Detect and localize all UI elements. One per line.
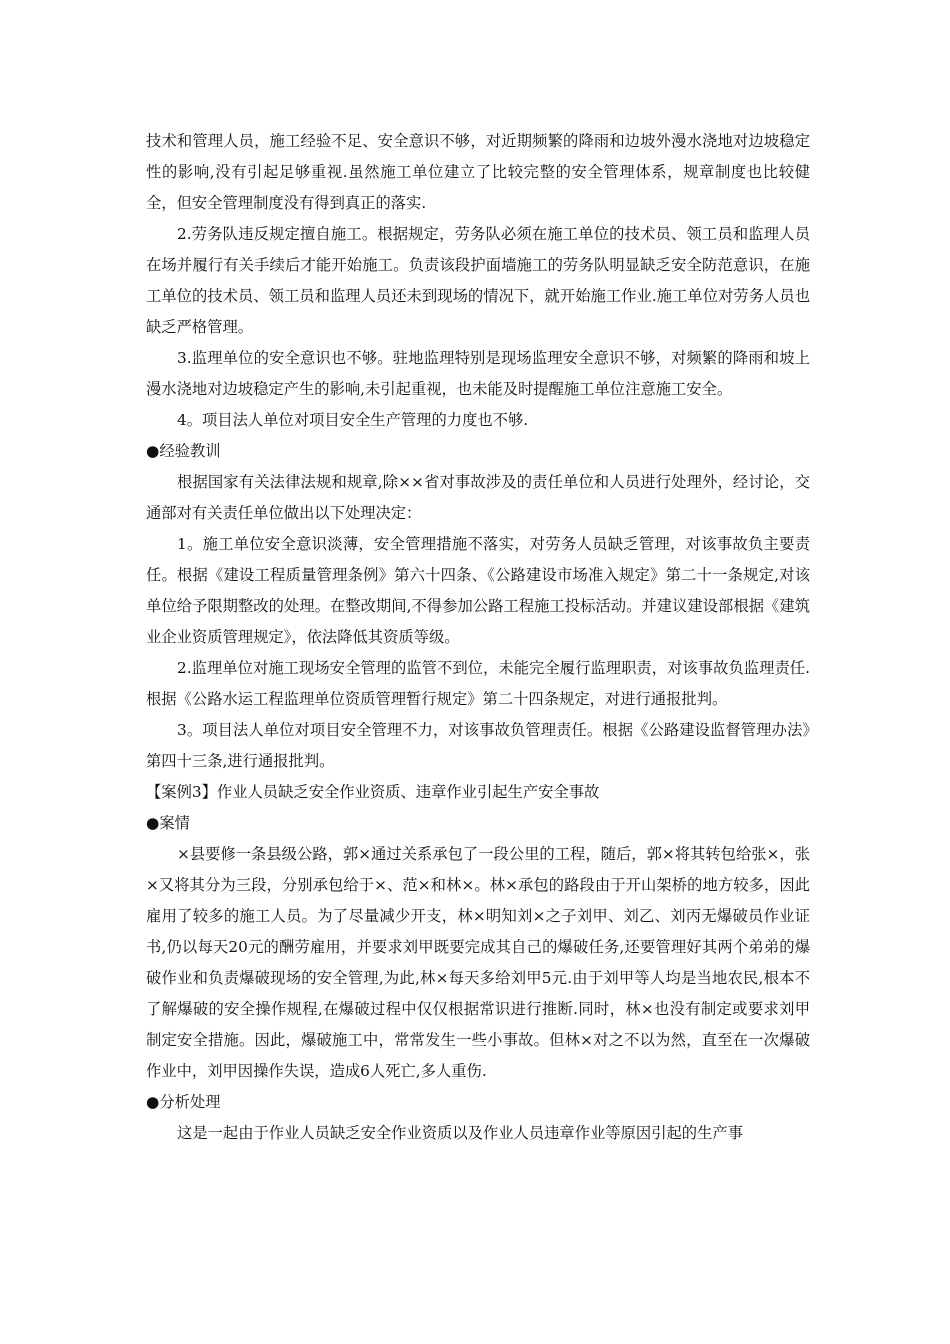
paragraph-project-owner: 4。项目法人单位对项目安全生产管理的力度也不够.: [177, 411, 529, 429]
paragraph-supervision-unit: 3.监理单位的安全意识也不够。驻地监理特别是现场监理安全意识不够，对频繁的降雨和坡上漫水浇地对边坡稳定产生的影响,未引起重视，也未能及时提醒施工单位注意施工安全。: [146, 349, 810, 398]
paragraph-labor-team-violation: 2.劳务队违反规定擅自施工。根据规定，劳务队必须在施工单位的技术员、领工员和监理人员在场并履行有关手续后才能开始施工。负责该段护面墙施工的劳务队明显缺乏安全防范意识，在施工单位的技术员、领工员和监理人员还未到现场的情况下，就开始施工作业.施工单位对劳务人员也缺乏严格管理。: [146, 225, 810, 336]
paragraph-decision-supervision-unit: 2.监理单位对施工现场安全管理的监管不到位，未能完全履行监理职责，对该事故负监理责任.根据《公路水运工程监理单位资质管理暂行规定》第二十四条规定，对进行通报批判。: [146, 659, 810, 708]
document-body: [146, 126, 810, 1149]
paragraph-case-facts: ×县要修一条县级公路，郭×通过关系承包了一段公里的工程，随后，郭×将其转包给张×，张×又将其分为三段，分别承包给于×、范×和林×。林×承包的路段由于开山架桥的地方较多，因此雇用了较多的施工人员。为了尽量减少开支，林×明知刘×之子刘甲、刘乙、刘丙无爆破员作业证书,仍以每天20元的酬劳雇用，并要求刘甲既要完成其自己的爆破任务,还要管理好其两个弟弟的爆破作业和负责爆破现场的安全管理,为此,林×每天多给刘甲5元.由于刘甲等人均是当地农民,根本不了解爆破的安全操作规程,在爆破过程中仅仅根据常识进行推断.同时，林×也没有制定或要求刘甲制定安全措施。因此，爆破施工中，常常发生一些小事故。但林×对之不以为然，直至在一次爆破作业中，刘甲因操作失误，造成6人死亡,多人重伤.: [146, 845, 810, 1080]
section-heading-case-facts: ●案情: [146, 814, 190, 832]
paragraph-analysis: 这是一起由于作业人员缺乏安全作业资质以及作业人员违章作业等原因引起的生产事: [177, 1124, 743, 1142]
case-title: 【案例3】作业人员缺乏安全作业资质、违章作业引起生产安全事故: [146, 783, 600, 801]
paragraph-lessons-intro: 根据国家有关法律法规和规章,除××省对事故涉及的责任单位和人员进行处理外，经讨论，交通部对有关责任单位做出以下处理决定：: [146, 473, 810, 522]
section-heading-analysis: ●分析处理: [146, 1093, 221, 1111]
paragraph-decision-project-owner: 3。项目法人单位对项目安全管理不力，对该事故负管理责任。根据《公路建设监督管理办法》第四十三条,进行通报批判。: [146, 721, 810, 770]
paragraph-decision-construction-unit: 1。施工单位安全意识淡薄，安全管理措施不落实，对劳务人员缺乏管理，对该事故负主要责任。根据《建设工程质量管理条例》第六十四条、《公路建设市场准入规定》第二十一条规定,对该单位给予限期整改的处理。在整改期间,不得参加公路工程施工投标活动。并建议建设部根据《建筑业企业资质管理规定》，依法降低其资质等级。: [146, 535, 810, 646]
section-heading-lessons: ●经验教训: [146, 442, 221, 460]
paragraph-tech-management: 技术和管理人员，施工经验不足、安全意识不够，对近期频繁的降雨和边坡外漫水浇地对边坡稳定性的影响,没有引起足够重视.虽然施工单位建立了比较完整的安全管理体系，规章制度也比较健全，但安全管理制度没有得到真正的落实.: [146, 132, 810, 212]
